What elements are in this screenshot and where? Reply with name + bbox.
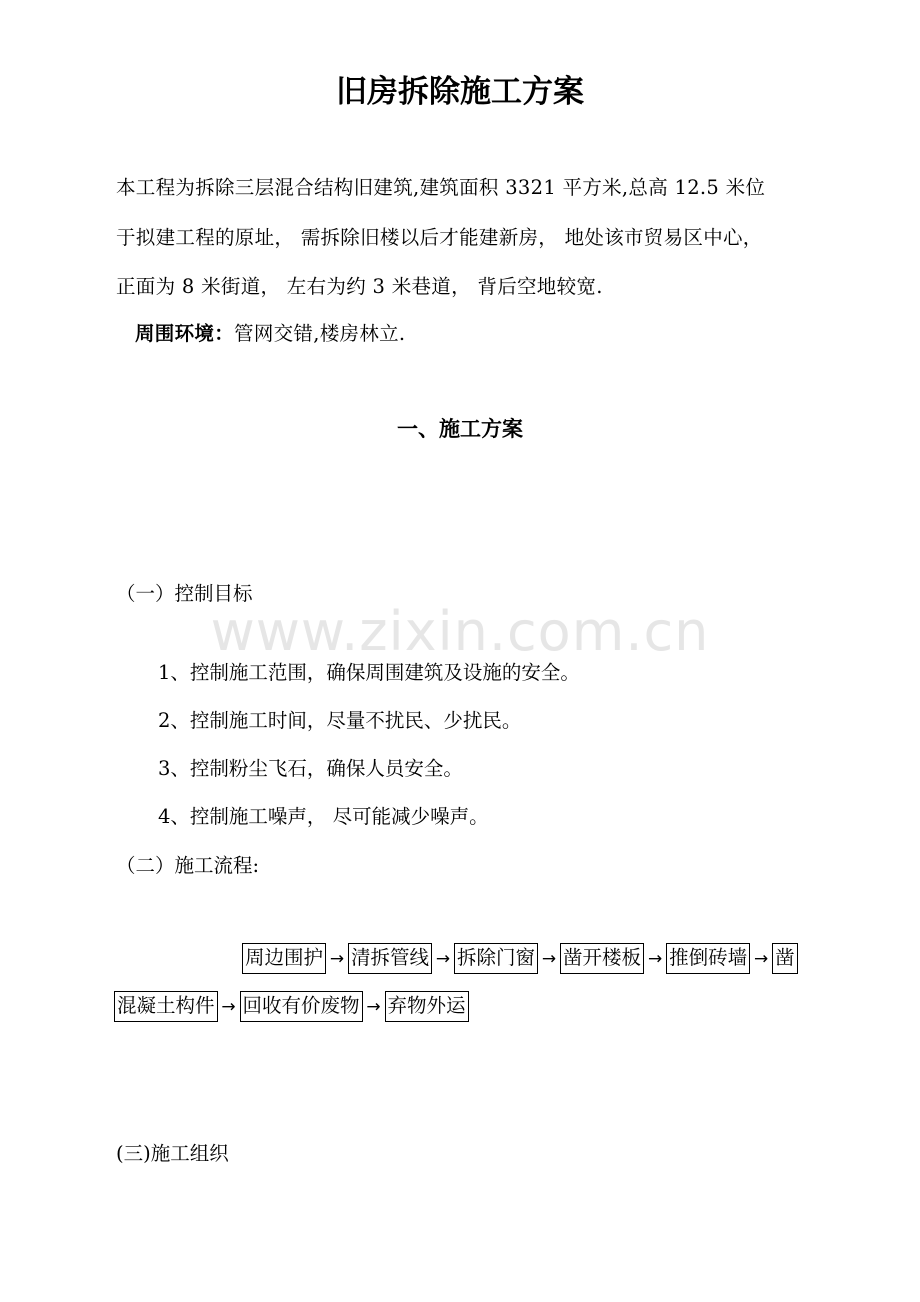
flow-step: 混凝土构件: [114, 991, 218, 1022]
process-flow-row-2: [114, 991, 469, 1022]
control-target-item: 2、控制施工时间，尽量不扰民、少扰民。: [158, 709, 522, 732]
flow-step: 清拆管线: [348, 943, 432, 974]
watermark: www.zixin.com.cn: [210, 600, 710, 663]
arrow-icon: →: [647, 948, 663, 969]
control-target-item: 3、控制粉尘飞石，确保人员安全。: [158, 757, 463, 780]
flow-step: 拆除门窗: [454, 943, 538, 974]
control-target-item: 1、控制施工范围，确保周围建筑及设施的安全。: [158, 661, 580, 684]
control-target-item: 4、控制施工噪声， 尽可能减少噪声。: [158, 805, 489, 828]
process-heading: （二）施工流程:: [116, 854, 260, 877]
flow-step: 凿开楼板: [560, 943, 644, 974]
flow-step: 周边围护: [242, 943, 326, 974]
arrow-icon: →: [221, 996, 236, 1017]
flow-step: 回收有价废物: [240, 991, 363, 1022]
intro-line-3: 正面为 8 米街道， 左右为约 3 米巷道， 背后空地较宽.: [116, 275, 603, 298]
environment-line: [135, 318, 405, 346]
arrow-icon: →: [541, 948, 557, 969]
environment-label: 周围环境：: [135, 322, 235, 345]
section-heading-plan: 一、施工方案: [397, 417, 523, 441]
environment-value: 管网交错,楼房林立.: [234, 322, 406, 345]
intro-line-1: 本工程为拆除三层混合结构旧建筑,建筑面积 3321 平方米,总高 12.5 米位: [116, 176, 766, 199]
organization-heading: (三)施工组织: [116, 1142, 229, 1165]
control-targets-heading: （一）控制目标: [116, 582, 253, 605]
arrow-icon: →: [329, 948, 345, 969]
document-title: 旧房拆除施工方案: [336, 74, 584, 110]
arrow-icon: →: [753, 948, 769, 969]
arrow-icon: →: [366, 996, 381, 1017]
process-flow-row-1: [242, 943, 798, 974]
flow-step: 推倒砖墙: [666, 943, 750, 974]
flow-step: 弃物外运: [385, 991, 469, 1022]
intro-line-2: 于拟建工程的原址， 需拆除旧楼以后才能建新房， 地处该市贸易区中心，: [116, 226, 763, 249]
arrow-icon: →: [435, 948, 451, 969]
flow-step: 凿: [772, 943, 798, 974]
